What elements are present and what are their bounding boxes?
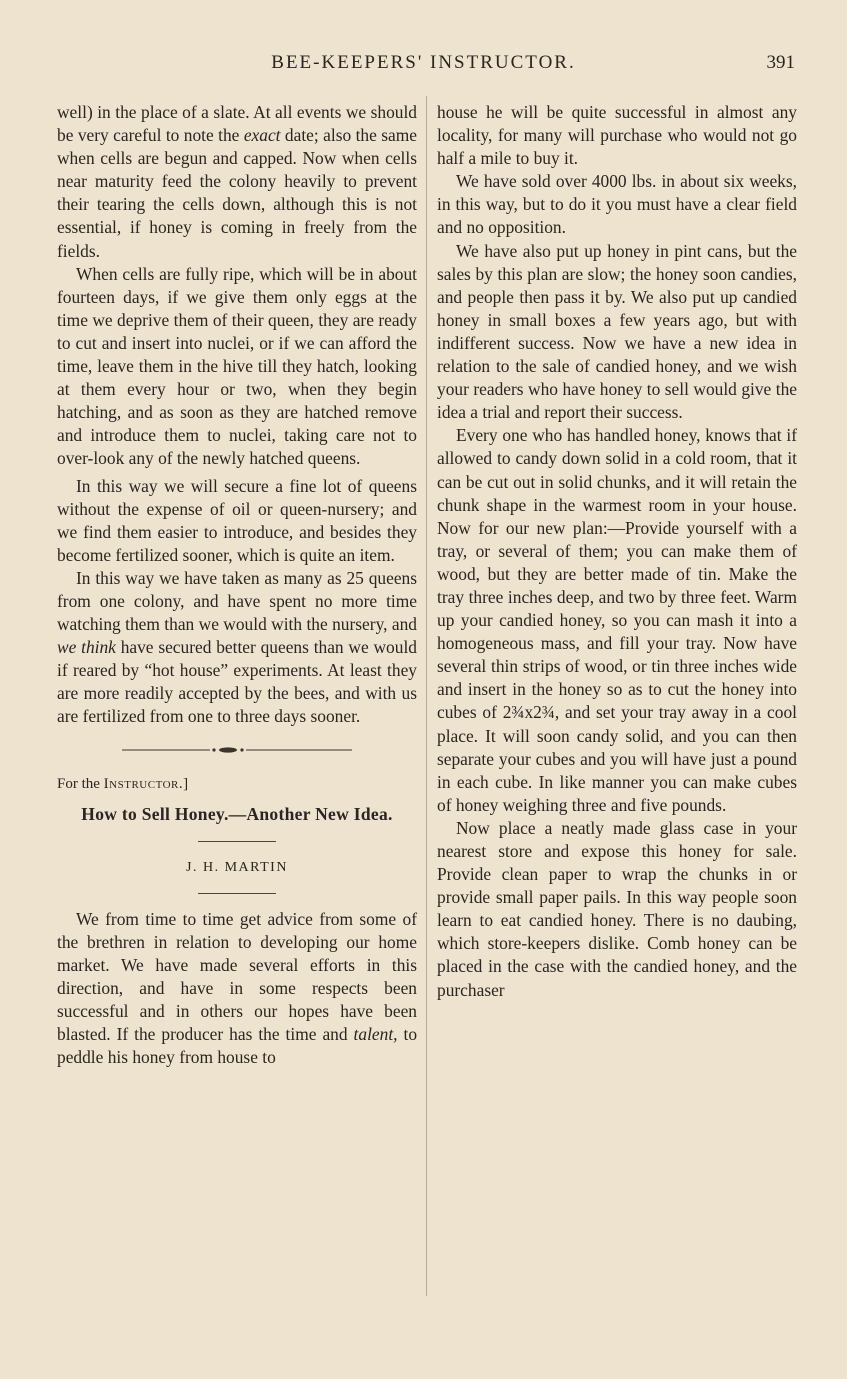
left-p4-emphasis: we think <box>57 637 116 658</box>
left-p5-emphasis: talent, <box>353 1024 398 1045</box>
left-paragraph-1 <box>57 101 417 263</box>
article-author: J. H. MARTIN <box>186 859 288 875</box>
dateline-source: Instructor.] <box>103 775 189 792</box>
left-paragraph-4 <box>57 567 417 729</box>
left-paragraph-3: In this way we will secure a fine lot of queens without the expense of oil or queen-nursery; and we find them easier to introduce, and besides they become fertilized sooner, which is quite an item. <box>57 475 417 565</box>
right-paragraph-5: Now place a neatly made glass case in your nearest store and expose this honey for sale. Provide clean paper to wrap the chunks in or provide small paper pails. In this way people soon learn to eat candied honey. There is no daubing, which store-keepers dislike. Comb honey can be placed in the case with the candied honey, and the purchaser <box>437 817 797 1000</box>
page-header <box>0 52 847 82</box>
left-column <box>57 101 417 1069</box>
left-p1-text-a: well) in the place of a slate. At all events we should be very careful to note the <box>57 102 417 146</box>
article-dateline <box>57 773 417 796</box>
running-title: BEE-KEEPERS' INSTRUCTOR. <box>271 52 576 73</box>
right-paragraph-1: house he will be quite successful in almost any locality, for many will purchase who would not go half a mile to buy it. <box>437 102 797 169</box>
right-paragraph-3: We have also put up honey in pint cans, but the sales by this plan are slow; the honey soon candies, and people then pass it by. We also put up candied honey in small boxes a few years ago, but with indifferent success. Now we have a new idea in relation to the sale of candied honey, and we wish your readers who have honey to sell would give the idea a trial and report their success. <box>437 240 797 423</box>
section-ornament <box>122 747 352 753</box>
dateline-prefix: For the <box>57 775 104 792</box>
page-number: 391 <box>766 52 795 73</box>
right-column <box>437 101 797 1002</box>
left-p1-text-b: date; also the same when cells are begun and capped. Now when cells near maturity feed the colony heavily to prevent their tearing the cells down, although this is not essential, if honey is coming in freely from the fields. <box>57 125 417 261</box>
left-p5-text-b: to peddle his honey from house to <box>57 1024 418 1068</box>
right-paragraph-4: Every one who has handled honey, knows that if allowed to candy down solid in a cold room, that it can be cut out in solid chunks, and it will retain the chunk shape in the warmest room in your house. Now for our new plan:—Provide yourself with a tray, or several of them; you can make them of wood, but they are better made of tin. Make the tray three inches deep, and two by three feet. Warm up your candied honey, so you can mash it into a homogeneous mass, and fill your tray. Now have several thin strips of wood, or tin three inches wide and insert in the honey so as to cut the honey into cubes of 2¾x2¾, and set your tray away in a cool place. It will soon candy solid, and you can then separate your cubes and you will have just a pound in each cube. In like manner you can make cubes of honey weighing three and five pounds. <box>437 425 797 815</box>
left-p5-text-a: We from time to time get advice from some of the brethren in relation to developing our home market. We have made several efforts in this direction, and have in some respects been successful and in others our hopes have been blasted. If the producer has the time and <box>57 908 417 1045</box>
left-p1-emphasis: exact <box>243 125 281 146</box>
left-paragraph-5 <box>57 908 417 1070</box>
left-paragraph-2: When cells are fully ripe, which will be in about fourteen days, if we give them only eggs at the time we deprive them of their queen, they are ready to cut and insert into nuclei, or if we can afford the time, leave them in the hive till they hatch, looking at them every hour or two, when they begin hatching, and as soon as they are hatched remove and introduce them to nuclei, taking care not to over-look any of the newly hatched queens. <box>57 263 417 469</box>
left-p4-text-b: have secured better queens than we would if reared by “hot house” experiments. At least they are more readily accepted by the bees, and with us are fertilized from one to three days sooner. <box>57 637 417 727</box>
left-p4-text-a: In this way we have taken as many as 25 queens from one colony, and have spent no more time watching them than we would with the nursery, and <box>57 567 417 635</box>
article-title: How to Sell Honey.—Another New Idea. <box>81 803 393 824</box>
column-divider <box>426 96 427 1296</box>
right-paragraph-2: We have sold over 4000 lbs. in about six weeks, in this way, but to do it you must have a clear field and no opposition. <box>437 171 797 238</box>
author-rule <box>198 893 276 894</box>
title-rule <box>198 841 276 842</box>
